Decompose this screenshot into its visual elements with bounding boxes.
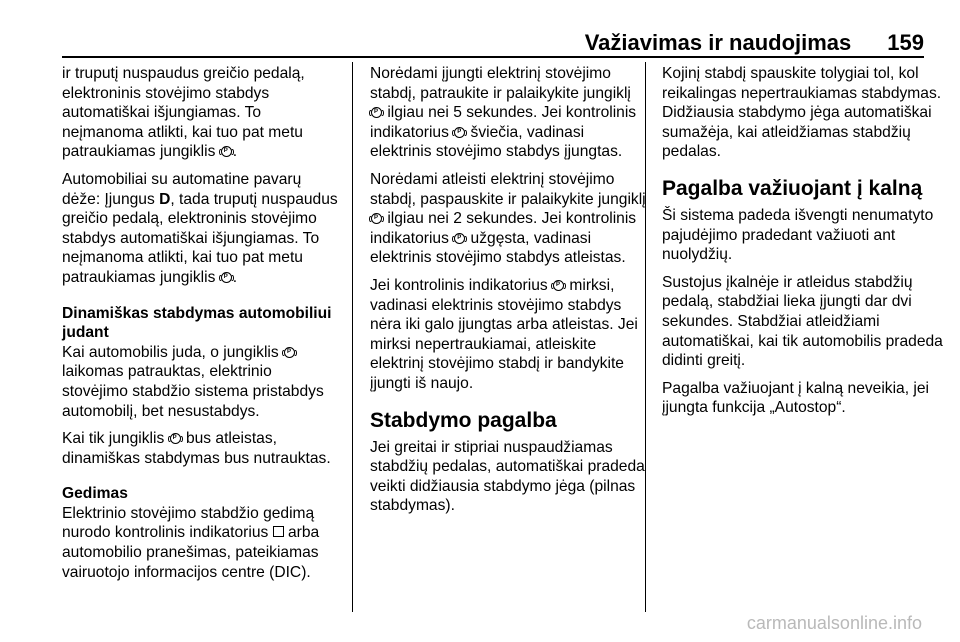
column-3: [662, 64, 952, 426]
parking-brake-icon: P: [454, 127, 465, 138]
column-2: [370, 64, 646, 524]
paragraph: Automobiliai su automatine pavarų dėže: Įjungus D, tada truputį nuspaudus greičio pedalą, elektroninis stovėjimo stabdys automatiškai išjungiamas. To neįmanoma atlikti, kai tuo pat metu patraukiamas jungiklis P .: [62, 170, 338, 286]
paragraph: Pagalba važiuojant į kalną neveikia, jei įjungta funkcija „Autostop“.: [662, 379, 929, 417]
section-heading: Stabdymo pagalba: [370, 408, 557, 432]
subheading: Dinamiškas stabdymas automobiliui judant: [62, 304, 332, 342]
column-1: [62, 64, 338, 590]
column-divider: [352, 62, 353, 612]
paragraph: Jei greitai ir stipriai nuspaudžiamas stabdžių pedalas, automatiškai pradeda veikti didžiausia stabdymo jėga (pilnas stabdymas).: [370, 438, 645, 515]
paragraph: Norėdami įjungti elektrinį stovėjimo stabdį, patraukite ir palaikykite jungiklį P ilgiau nei 5 sekundes. Jei kontrolinis indikatorius P šviečia, vadinasi elektrinis stovėjimo stabdys įjungtas.: [370, 65, 637, 161]
parking-brake-icon: P: [553, 280, 564, 291]
paragraph: Sustojus įkalnėje ir atleidus stabdžių pedalą, stabdžiai lieka įjungti dar dvi sekundes. Stabdžiai atleidžiami automatiškai, kai tik automobilis pradeda didinti greitį.: [662, 273, 943, 370]
parking-brake-icon: P: [284, 347, 295, 358]
parking-brake-icon: P: [454, 233, 465, 244]
header-rule: [62, 56, 924, 58]
page-number: 159: [887, 30, 924, 55]
paragraph: Norėdami atleisti elektrinį stovėjimo stabdį, paspauskite ir palaikykite jungiklį P ilgiau nei 2 sekundes. Jei kontrolinis indikatorius P užgęsta, vadinasi elektrinis stovėjimo stabdys atleistas.: [370, 170, 646, 267]
parking-brake-icon: P: [371, 107, 382, 118]
section-heading: Pagalba važiuojant į kalną: [662, 176, 923, 200]
parking-brake-icon: P: [170, 433, 181, 444]
parking-brake-icon: P: [221, 146, 232, 157]
page-header: [585, 26, 924, 60]
paragraph: Kojinį stabdį spauskite tolygiai tol, kol reikalingas nepertraukiamas stabdymas. Didžiausia stabdymo jėga automatiškai sumažėja, kai atleidžiamas stabdžių pedalas.: [662, 65, 942, 161]
paragraph: ir truputį nuspaudus greičio pedalą, elektroninis stovėjimo stabdys automatiškai išjungiamas. To neįmanoma atlikti, kai tuo pat metu patraukiamas jungiklis P .: [62, 65, 305, 161]
parking-brake-icon: P: [221, 272, 232, 283]
paragraph: Jei kontrolinis indikatorius P mirksi, vadinasi elektrinis stovėjimo stabdys nėra iki galo įjungtas arba atleistas. Jei mirksi nepertraukiamai, atleiskite elektrinį stovėjimo stabdį ir bandykite įjungti iš naujo.: [370, 276, 638, 392]
section-title: Važiavimas ir naudojimas: [584, 30, 852, 55]
paragraph: Ši sistema padeda išvengti nenumatyto pajudėjimo pradedant važiuoti ant nuolydžių.: [662, 206, 934, 264]
paragraph: Kai automobilis juda, o jungiklis P laikomas patrauktas, elektrinio stovėjimo stabdžio sistema pristabdys automobilį, bet nesustabdys.: [62, 343, 324, 420]
paragraph: Elektrinio stovėjimo stabdžio gedimą nurodo kontrolinis indikatorius arba automobilio pranešimas, pateikiamas vairuotojo informacijos centre (DIC).: [62, 504, 320, 581]
subheading: Gedimas: [62, 485, 128, 503]
paragraph: Kai tik jungiklis P bus atleistas, dinamiškas stabdymas bus nutrauktas.: [62, 430, 331, 467]
brake-fault-icon: [273, 526, 284, 537]
watermark: carmanualsonline.info: [746, 613, 922, 633]
parking-brake-icon: P: [371, 213, 382, 224]
